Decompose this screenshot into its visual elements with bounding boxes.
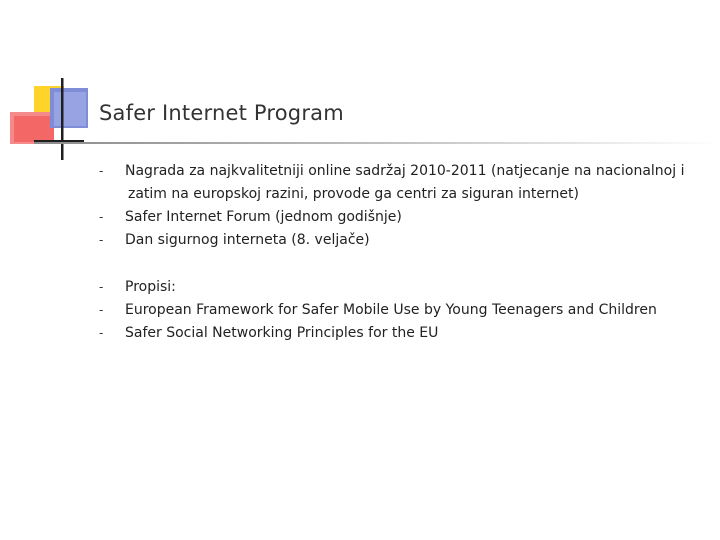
red-square-inner xyxy=(14,116,54,142)
list-item-continuation: zatim na europskoj razini, provode ga centri za siguran internet) xyxy=(128,186,579,202)
list-item-text: Safer Internet Forum (jednom godišnje) xyxy=(125,209,402,225)
vertical-line xyxy=(61,78,64,160)
title-underline xyxy=(34,142,720,144)
list-item xyxy=(99,299,699,322)
bullet-dash: - xyxy=(99,326,104,340)
bullet-dash: - xyxy=(99,280,104,294)
blue-square-inner xyxy=(54,92,86,126)
list-item-text: Safer Social Networking Principles for the EU xyxy=(125,325,439,341)
list-item-text: European Framework for Safer Mobile Use by Young Teenagers and Children xyxy=(125,302,657,318)
slide-title: Safer Internet Program xyxy=(99,101,344,125)
bullet-dash: - xyxy=(99,164,104,178)
list-item xyxy=(99,276,699,299)
list-item xyxy=(99,322,699,345)
bullet-dash: - xyxy=(99,303,104,317)
list-item-text: Dan sigurnog interneta (8. veljače) xyxy=(125,232,370,248)
list-item-text: Propisi: xyxy=(125,279,176,295)
title-decoration xyxy=(0,0,100,170)
list-item xyxy=(99,160,699,206)
list-item-text: Nagrada za najkvalitetniji online sadržaj 2010-2011 (natjecanje na nacionalnoj i xyxy=(125,163,685,179)
bullet-list-regulations xyxy=(99,276,699,345)
list-item xyxy=(99,206,699,229)
bullet-dash: - xyxy=(99,210,104,224)
list-item xyxy=(99,229,699,252)
bullet-dash: - xyxy=(99,233,104,247)
bullet-list-programs xyxy=(99,160,699,252)
